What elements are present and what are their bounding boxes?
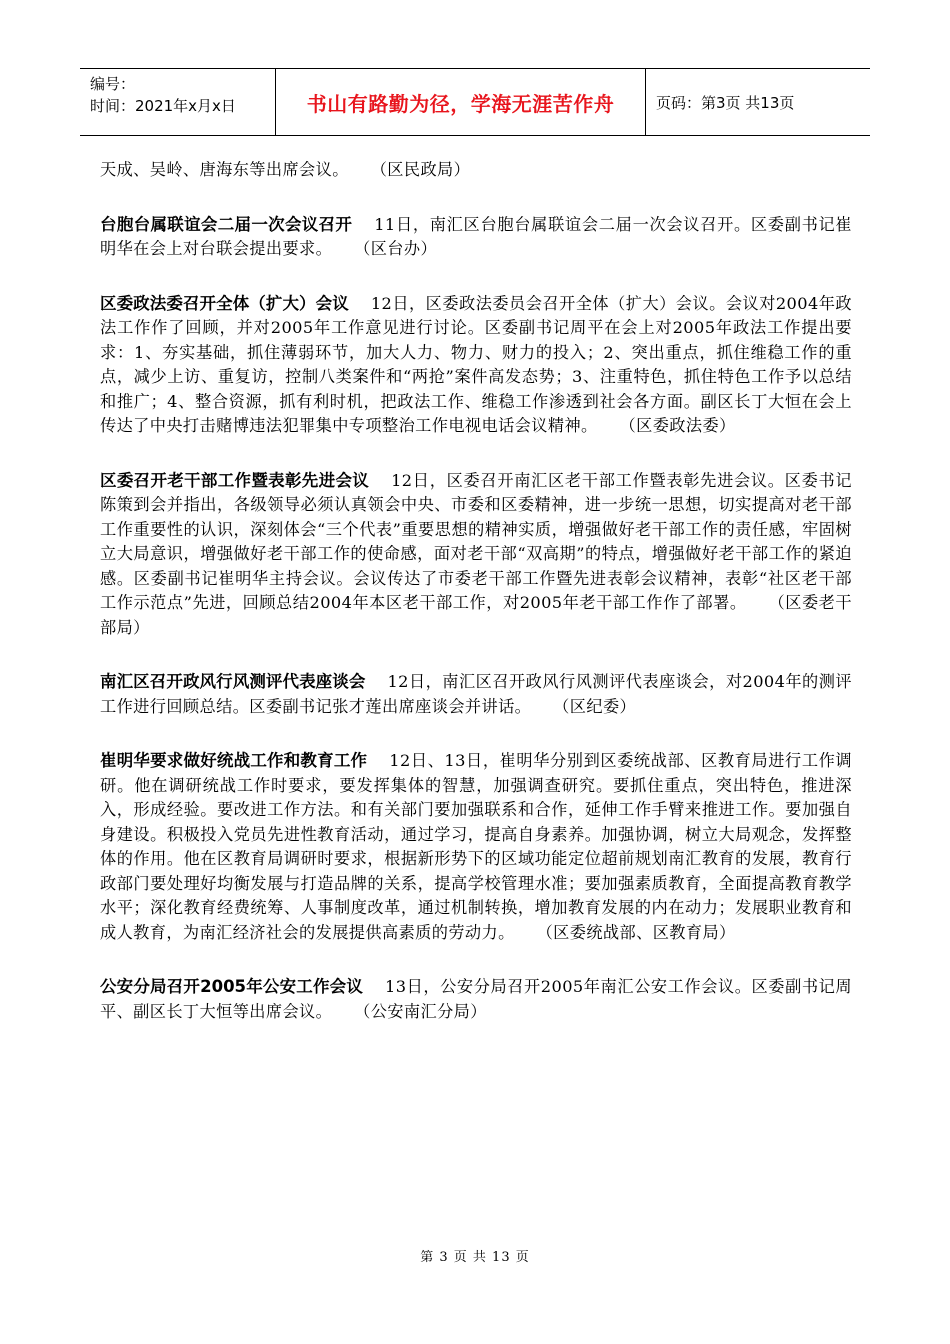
news-body: 12日，区委召开南汇区老干部工作暨表彰先进会议。区委书记陈策到会并指出，各级领导必须认真领会中央、市委和区委精神，进一步统一思想，切实提高对老干部工作重要性的认识，深刻体会“三个代表”重要思想的精神实质，增强做好老干部工作的责任感，牢固树立大局意识，增强做好老干部工作的使命感，面对老干部“双高期”的特点，增强做好老干部工作的紧迫感。区委副书记崔明华主持会议。会议传达了市委老干部工作暨先进表彰会议精神，表彰“社区老干部工作示范点”先进，回顾总结2004年本区老干部工作，对2005年老干部工作作了部署。 — [100, 470, 852, 612]
news-item — [100, 292, 852, 439]
news-body: 11日，南汇区台胞台属联谊会二届一次会议召开。区委副书记崔明华在会上对台联会提出要求。 — [100, 214, 853, 258]
news-body: 12日、13日，崔明华分别到区委统战部、区教育局进行工作调研。他在调研统战工作时要求，要发挥集体的智慧，加强调查研究。要抓住重点，突出特色，推进深入，形成经验。要改进工作方法。和有关部门要加强联系和合作，延伸工作手臂来推进工作。要加强自身建设。积极投入党员先进性教育活动，通过学习，提高自身素养。加强协调，树立大局观念，发挥整体的作用。他在区教育局调研时要求，根据新形势下的区域功能定位超前规划南汇教育的发展，教育行政部门要处理好均衡发展与打造品牌的关系，提高学校管理水准；要加强素质教育，全面提高教育教学水平；深化教育经费统筹、人事制度改革，通过机制转换，增加教育发展的内在动力；发展职业教育和成人教育，为南汇经济社会的发展提供高素质的劳动力。 — [100, 751, 853, 942]
news-title: 南汇区召开政风行风测评代表座谈会 — [100, 672, 366, 691]
news-source: （公安南汇分局） — [362, 1001, 487, 1021]
news-body: 13日，公安分局召开2005年南汇公安工作会议。区委副书记周平、副区长丁大恒等出席会议。 — [100, 977, 852, 1021]
news-source: （区台办） — [362, 239, 438, 258]
news-source: （区纪委） — [561, 696, 637, 716]
news-item — [100, 975, 852, 1024]
news-source: （区委老干部局） — [100, 593, 852, 637]
header-page-info: 页码：第3页 共13页 — [656, 93, 795, 112]
news-title: 区委政法委召开全体（扩大）会议 — [100, 293, 349, 313]
news-source: （区委政法委） — [627, 416, 736, 435]
page-header — [80, 68, 870, 136]
news-title: 区委召开老干部工作暨表彰先进会议 — [100, 470, 370, 490]
time-label: 时间：2021年x月x日 — [90, 97, 236, 115]
page-footer: 第 3 页 共 13 页 — [420, 1250, 530, 1265]
news-item — [100, 749, 852, 945]
header-meta — [80, 69, 276, 135]
news-title: 公安分局召开2005年公安工作会议 — [100, 977, 364, 996]
news-title: 崔明华要求做好统战工作和教育工作 — [100, 751, 368, 770]
document-body — [100, 158, 852, 1054]
header-slogan: 书山有路勤为径，学海无涯苦作舟 — [276, 69, 646, 135]
news-source: （区民政局） — [378, 160, 471, 179]
news-source: （区委统战部、区教育局） — [544, 922, 736, 942]
code-label: 编号： — [90, 75, 136, 93]
news-item — [100, 670, 852, 719]
news-item — [100, 213, 852, 262]
news-item — [100, 469, 852, 641]
news-title: 台胞台属联谊会二届一次会议召开 — [100, 214, 353, 234]
news-body: 天成、吴岭、唐海东等出席会议。 — [100, 160, 349, 179]
news-body: 12日，区委政法委员会召开全体（扩大）会议。会议对2004年政法工作作了回顾，并对2005年工作意见进行讨论。区委副书记周平在会上对2005年政法工作提出要求：1、夯实基础，抓住薄弱环节，加大人力、物力、财力的投入；2、突出重点，抓住维稳工作的重点，减少上访、重复访，控制八类案件和“两抢”案件高发态势；3、注重特色，抓住特色工作予以总结和推广；4、整合资源，抓有利时机，把政法工作、维稳工作渗透到社会各方面。副区长丁大恒在会上传达了中央打击赌博违法犯罪集中专项整治工作电视电话会议精神。 — [100, 293, 852, 435]
news-item — [100, 158, 852, 183]
news-body: 12日，南汇区召开政风行风测评代表座谈会，对2004年的测评工作进行回顾总结。区委副书记张才莲出席座谈会并讲话。 — [100, 672, 853, 716]
